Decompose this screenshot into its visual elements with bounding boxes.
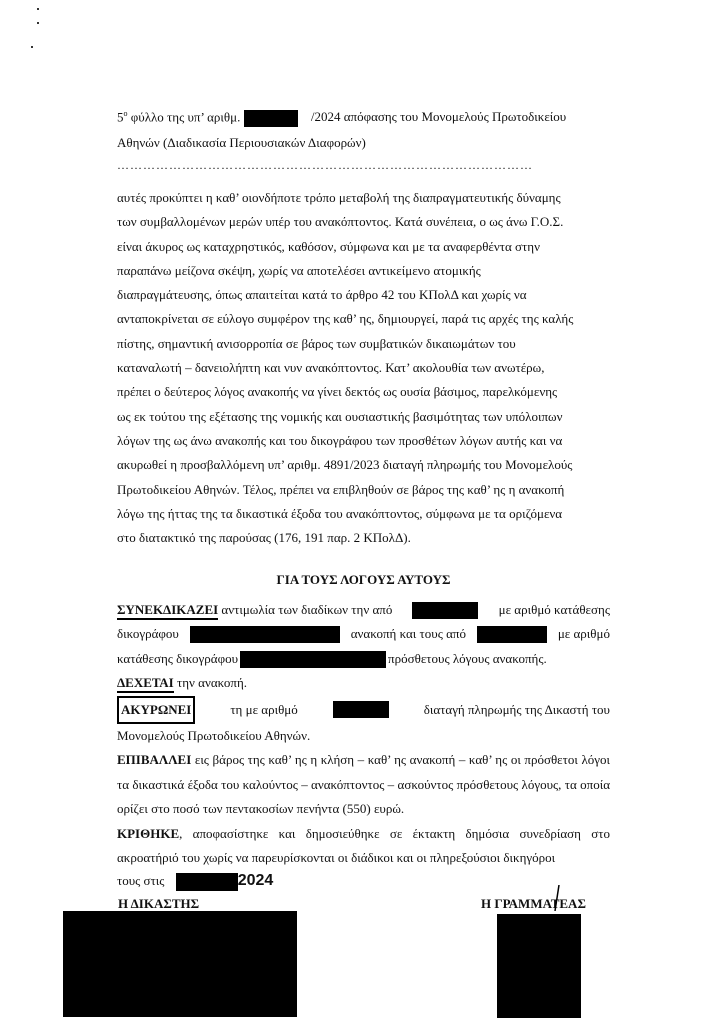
redacted-order-number [333, 701, 389, 718]
header-line1-b: /2024 απόφασης του Μονομελούς Πρωτοδικείου [310, 109, 567, 125]
body-line: Πρωτοδικείου Αθηνών. Τέλος, πρέπει να επιβληθούν σε βάρος της καθ’ ης η ανακοπή [117, 481, 565, 497]
redacted-filing-number [240, 651, 386, 668]
redacted-judge-signature [63, 911, 297, 1017]
ruling-decided [117, 822, 610, 871]
ruling-verb-joins: ΣΥΝΕΚΔΙΚΑΖΕΙ [117, 602, 218, 620]
date-prefix: τους στις [117, 873, 165, 888]
redacted-decision-number [244, 110, 298, 127]
ruling-verb-imposes: ΕΠΙΒΑΛΛΕΙ [117, 752, 192, 768]
ruling-line-1 [117, 598, 610, 622]
judge-signature-label: Η ΔΙΚΑΣΤΗΣ [118, 896, 200, 911]
body-line: ακυρωθεί η προσβαλλόμενη υπ’ αριθμ. 4891/2023 διαταγή πληρωμής του Μονομελούς [117, 457, 573, 473]
publication-date-line [117, 872, 273, 891]
body-line: παραπάνω μείζονα σκέψη, χωρίς να αποτελέσει αντικείμενο ατομικής [117, 262, 481, 278]
redacted-date [412, 602, 478, 619]
redacted-date [477, 626, 547, 643]
body-line: ως εκ τούτου της εξέτασης της νομικής και ουσιαστικής βασιμότητας των υπόλοιπων [117, 408, 563, 424]
ruling-line-3 [117, 647, 610, 671]
ruling-text: κατάθεσης δικογράφου [117, 650, 239, 666]
header-line1-a: φύλλο της υπ’ αριθμ. [127, 109, 241, 125]
separator-dots: …………………………………………………………………………………… [117, 158, 533, 172]
scan-speck [37, 22, 39, 24]
ruling-text: την ανακοπή. [173, 675, 248, 691]
ruling-line-6: Μονομελούς Πρωτοδικείου Αθηνών. [117, 728, 311, 744]
body-line: πίστης, σημαντική ανισορροπία σε βάρος των συμβατικών δικαιωμάτων του [117, 335, 516, 351]
ruling-imposes [117, 748, 610, 821]
ruling-line-4 [117, 671, 610, 695]
scan-speck [37, 8, 39, 10]
ruling-text: , αποφασίστηκε και δημοσιεύθηκε σε έκτακτη δημόσια συνεδρίαση στο ακροατήριό του χωρίς να παρευρίσκονται οι διάδικοι και οι πληρεξούσιοι δικηγόροι [117, 825, 610, 866]
publication-year: 2024 [237, 872, 274, 889]
ruling-text: πρόσθετους λόγους ανακοπής. [388, 650, 547, 666]
ruling-verb-accepts: ΔΕΧΕΤΑΙ [117, 675, 174, 693]
ruling-text: διαταγή πληρωμής της Δικαστή του [423, 701, 610, 717]
redacted-publication-date [176, 873, 238, 891]
body-line: ανταποκρίνεται σε εύλογο συμφέρον της καθ’ ης, δημιουργεί, παρά τις αρχές της καλής [117, 311, 574, 327]
body-line: είναι άκυρος ως καταχρηστικός, καθόσον, σύμφωνα και με τα αναφερθέντα στην [117, 238, 540, 254]
ruling-text: με αριθμό κατάθεσης [498, 602, 610, 617]
ruling-section [117, 598, 610, 870]
redacted-clerk-signature [497, 914, 581, 1018]
body-line: πρέπει ο δεύτερος λόγος ανακοπής να γίνει δεκτός ως ουσία βάσιμος, παρελκόμενης [117, 384, 558, 400]
scan-speck [31, 46, 33, 48]
signature-flourish [553, 885, 561, 911]
clerk-signature-label: Η ΓΡΑΜΜΑΤΕΑΣ [481, 896, 586, 911]
redacted-filing-number [190, 626, 340, 643]
ruling-verb-annuls: ΑΚΥΡΩΝΕΙ [117, 696, 195, 724]
ruling-text: δικογράφου [117, 626, 179, 642]
ruling-line-5 [117, 696, 610, 724]
page-number-superscript: ο [123, 109, 128, 118]
body-line: λόγω της ήττας της τα δικαστικά έξοδα του ανακόπτοντος, σύμφωνα με τα οριζόμενα [117, 505, 563, 521]
page-number: 5 [117, 109, 124, 125]
ruling-text: ανακοπή και τους από [350, 626, 466, 642]
ruling-line-2 [117, 622, 610, 646]
section-heading: ΓΙΑ ΤΟΥΣ ΛΟΓΟΥΣ ΑΥΤΟΥΣ [276, 572, 451, 587]
page-header [117, 101, 610, 156]
body-line: αυτές προκύπτει η καθ’ οιονδήποτε τρόπο μεταβολή της διαπραγματευτικής δύναμης [117, 190, 561, 205]
body-line: λόγων της ως άνω ανακοπής και του δικογράφου των προσθέτων λόγων αυτής και να [117, 432, 563, 448]
body-line: των συμβαλλομένων μερών υπέρ του ανακόπτοντος. Κατά συνέπεια, ο ως άνω Γ.Ο.Σ. [117, 214, 564, 230]
reasoning-paragraph [117, 186, 610, 550]
header-line2: Αθηνών (Διαδικασία Περιουσιακών Διαφορών) [117, 135, 366, 151]
body-line: καταναλωτή – δανειολήπτη και νυν ανακόπτοντος. Κατ’ ακολουθία των ανωτέρω, [117, 360, 545, 376]
ruling-verb-decided: ΚΡΙΘΗΚΕ [117, 825, 180, 841]
ruling-text: με αριθμό [557, 626, 610, 642]
ruling-text: εις βάρος της καθ’ ης η κλήση – καθ’ ης ανακοπή – καθ’ ης οι πρόσθετοι λόγοι τα δικαστικά έξοδα του καλούντος – ανακόπτοντος – ασκούντος πρόσθετους λόγους, τα οποία ορίζει στο ποσό των πεντακοσίων πενήντα (550) ευρώ. [117, 752, 610, 817]
ruling-text: αντιμωλία των διαδίκων την από [218, 602, 393, 617]
ruling-text: τη με αριθμό [230, 701, 298, 717]
body-line: στο διατακτικό της παρούσας (176, 191 παρ. 2 ΚΠολΔ). [117, 530, 411, 546]
body-line: διαπραγμάτευσης, όπως απαιτείται κατά το άρθρο 42 του ΚΠολΔ και χωρίς να [117, 287, 527, 303]
